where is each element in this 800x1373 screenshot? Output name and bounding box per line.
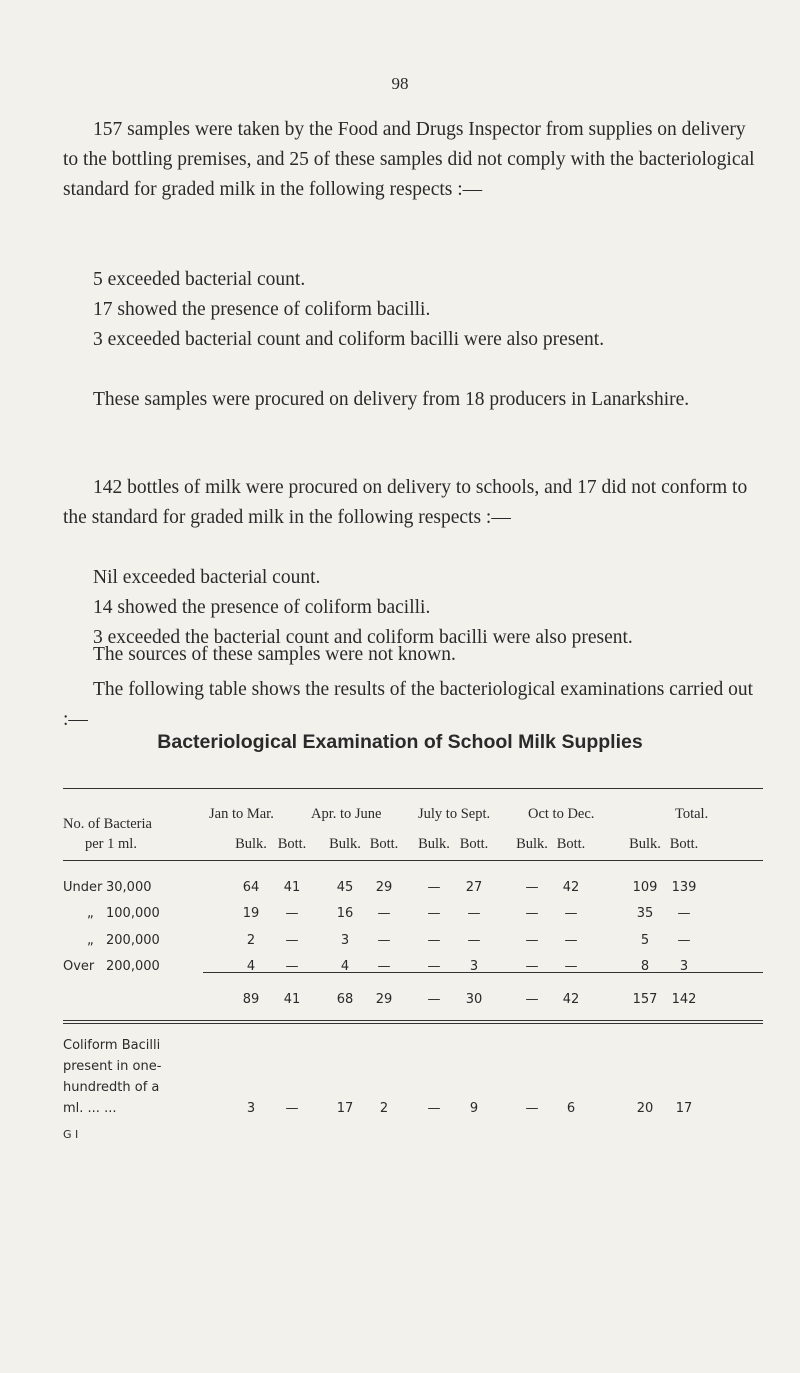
table-cell: 29 bbox=[375, 880, 393, 895]
paragraph-text: The sources of these samples were not known. bbox=[93, 644, 456, 665]
column-subheader: Bulk. bbox=[629, 836, 661, 852]
table-cell: — bbox=[564, 933, 578, 948]
list-item: 3 exceeded the bacterial count and coliform bacilli were also present. bbox=[93, 627, 633, 648]
table-cell: 4 bbox=[246, 959, 256, 974]
table-cell: — bbox=[525, 933, 539, 948]
list-item: 17 showed the presence of coliform bacilli. bbox=[93, 299, 431, 320]
table-cell: — bbox=[377, 959, 391, 974]
coliform-cell: 9 bbox=[469, 1101, 479, 1116]
paragraph-4 bbox=[63, 640, 763, 670]
table-cell: 19 bbox=[242, 906, 260, 921]
column-subheader: Bott. bbox=[459, 836, 489, 852]
table-cell: — bbox=[377, 933, 391, 948]
total-cell: 42 bbox=[562, 992, 580, 1007]
coliform-cell: 17 bbox=[336, 1101, 354, 1116]
list-item: 5 exceeded bacterial count. bbox=[93, 269, 306, 290]
totals-top-rule bbox=[203, 972, 763, 973]
table-cell: 4 bbox=[340, 959, 350, 974]
paragraph-5 bbox=[63, 675, 763, 735]
table-cell: — bbox=[377, 906, 391, 921]
table-cell: 109 bbox=[632, 880, 658, 895]
list-item: 3 exceeded bacterial count and coliform bacilli were also present. bbox=[93, 329, 605, 350]
table-cell: — bbox=[427, 880, 441, 895]
row-label-value: 200,000 bbox=[106, 933, 160, 948]
table-cell: — bbox=[677, 933, 691, 948]
coliform-cell: 3 bbox=[246, 1101, 256, 1116]
paragraph-text: These samples were procured on delivery from 18 producers in Lanarkshire. bbox=[93, 389, 690, 410]
total-cell: 68 bbox=[336, 992, 354, 1007]
coliform-cell: — bbox=[285, 1101, 299, 1116]
table-cell: 5 bbox=[640, 933, 650, 948]
row-header-line1: No. of Bacteria bbox=[63, 816, 152, 832]
paragraph-3 bbox=[63, 473, 763, 533]
column-subheader: Bulk. bbox=[418, 836, 450, 852]
table-cell: 16 bbox=[336, 906, 354, 921]
footer-mark: G I bbox=[63, 1128, 79, 1141]
period-header: July to Sept. bbox=[418, 806, 491, 822]
list-item: Nil exceeded bacterial count. bbox=[93, 567, 321, 588]
table-cell: — bbox=[285, 933, 299, 948]
table-cell: 3 bbox=[679, 959, 689, 974]
totals-bottom-rule bbox=[63, 1020, 763, 1021]
total-cell: 157 bbox=[632, 992, 658, 1007]
table-cell: — bbox=[525, 906, 539, 921]
column-subheader: Bott. bbox=[277, 836, 307, 852]
coliform-cell: 2 bbox=[379, 1101, 389, 1116]
table-cell: — bbox=[677, 906, 691, 921]
table-cell: — bbox=[564, 959, 578, 974]
row-label-prefix: „ bbox=[87, 933, 94, 948]
table-heading: Bacteriological Examination of School Milk Supplies bbox=[157, 731, 643, 753]
row-label-prefix: Under bbox=[63, 880, 103, 895]
table-cell: 64 bbox=[242, 880, 260, 895]
row-label-value: 100,000 bbox=[106, 906, 160, 921]
period-header: Total. bbox=[675, 806, 709, 822]
coliform-cell: — bbox=[427, 1101, 441, 1116]
total-cell: 89 bbox=[242, 992, 260, 1007]
total-cell: 30 bbox=[465, 992, 483, 1007]
table-cell: — bbox=[285, 906, 299, 921]
table-cell: — bbox=[285, 959, 299, 974]
period-header: Apr. to June bbox=[311, 806, 382, 822]
row-label-prefix: „ bbox=[87, 906, 94, 921]
period-header: Jan to Mar. bbox=[209, 806, 274, 822]
paragraph-1 bbox=[63, 115, 763, 205]
table-cell: 41 bbox=[283, 880, 301, 895]
table-cell: — bbox=[564, 906, 578, 921]
paragraph-text: The following table shows the results of the bacteriological examinations carried out :— bbox=[63, 679, 754, 730]
table-cell: — bbox=[467, 933, 481, 948]
row-label-prefix: Over bbox=[63, 959, 95, 974]
total-cell: 41 bbox=[283, 992, 301, 1007]
table-cell: 45 bbox=[336, 880, 354, 895]
table-cell: 3 bbox=[469, 959, 479, 974]
table-cell: — bbox=[427, 933, 441, 948]
paragraph-text: 157 samples were taken by the Food and Drugs Inspector from supplies on delivery to the bottling premises, and 25 of these samples did not comply with the bacteriological standard for graded milk in the following respects :— bbox=[63, 119, 755, 200]
row-label-value: 200,000 bbox=[106, 959, 160, 974]
column-subheader: Bott. bbox=[556, 836, 586, 852]
paragraph-text: 142 bottles of milk were procured on delivery to schools, and 17 did not conform to the standard for graded milk in the following respects :— bbox=[63, 477, 748, 528]
table-cell: — bbox=[525, 959, 539, 974]
column-subheader: Bulk. bbox=[329, 836, 361, 852]
table-cell: 139 bbox=[671, 880, 697, 895]
table-cell: — bbox=[467, 906, 481, 921]
table-cell: 35 bbox=[636, 906, 654, 921]
total-cell: — bbox=[427, 992, 441, 1007]
coliform-label-4: ml. ... ... bbox=[63, 1101, 117, 1116]
row-label-value: 30,000 bbox=[106, 880, 152, 895]
column-subheader: Bulk. bbox=[516, 836, 548, 852]
coliform-cell: — bbox=[525, 1101, 539, 1116]
table-cell: 2 bbox=[246, 933, 256, 948]
table-cell: 27 bbox=[465, 880, 483, 895]
total-cell: 142 bbox=[671, 992, 697, 1007]
coliform-label-3: hundredth of a bbox=[63, 1080, 160, 1095]
table-cell: 42 bbox=[562, 880, 580, 895]
coliform-label-1: Coliform Bacilli bbox=[63, 1038, 161, 1053]
list-1 bbox=[63, 265, 763, 355]
period-header: Oct to Dec. bbox=[528, 806, 595, 822]
table-cell: 8 bbox=[640, 959, 650, 974]
table-cell: 3 bbox=[340, 933, 350, 948]
totals-bottom-rule-2 bbox=[63, 1023, 763, 1024]
list-item: 14 showed the presence of coliform bacilli. bbox=[93, 597, 431, 618]
coliform-cell: 20 bbox=[636, 1101, 654, 1116]
table-cell: — bbox=[427, 906, 441, 921]
coliform-label-2: present in one- bbox=[63, 1059, 162, 1074]
total-cell: 29 bbox=[375, 992, 393, 1007]
table-cell: — bbox=[525, 880, 539, 895]
total-cell: — bbox=[525, 992, 539, 1007]
page-number: 98 bbox=[391, 74, 409, 93]
row-header-line2: per 1 ml. bbox=[85, 836, 137, 852]
column-subheader: Bott. bbox=[369, 836, 399, 852]
column-subheader: Bott. bbox=[669, 836, 699, 852]
paragraph-2 bbox=[63, 385, 763, 415]
column-subheader: Bulk. bbox=[235, 836, 267, 852]
header-bottom-rule bbox=[63, 860, 763, 861]
coliform-cell: 6 bbox=[566, 1101, 576, 1116]
table-cell: — bbox=[427, 959, 441, 974]
coliform-cell: 17 bbox=[675, 1101, 693, 1116]
table-top-rule bbox=[63, 788, 763, 789]
